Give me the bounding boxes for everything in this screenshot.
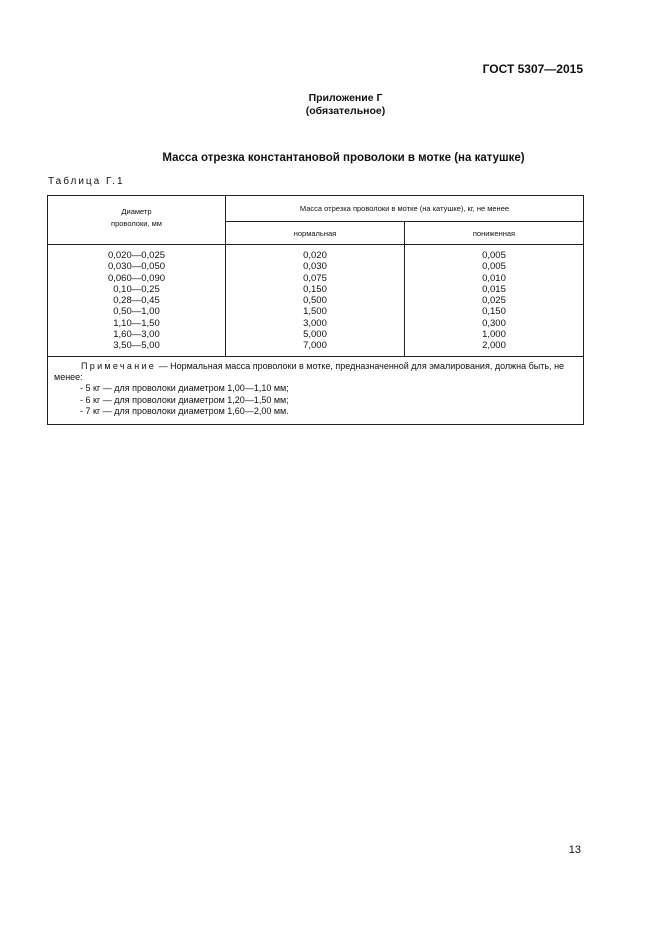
table-cell: 1,60—3,00 <box>113 329 160 341</box>
appendix-subtitle: (обязательное) <box>305 105 386 117</box>
table-cell: 5,000 <box>303 329 327 341</box>
table-cell: 2,000 <box>482 340 506 352</box>
appendix-title: Приложение Г <box>308 92 383 104</box>
note-item: - 5 кг — для проволоки диаметром 1,00—1,10 мм; <box>80 383 289 394</box>
table-cell: 3,000 <box>303 317 327 329</box>
wire-mass-table <box>47 195 584 425</box>
table-cell: 0,005 <box>482 250 506 261</box>
table-cell: 0,030 <box>303 261 327 273</box>
note-item: - 6 кг — для проволоки диаметром 1,20—1,50 мм; <box>80 394 289 405</box>
reduced-column <box>404 245 583 357</box>
page-number: 13 <box>568 844 581 856</box>
header-normal: нормальная <box>225 222 404 245</box>
table-cell: 0,020—0,025 <box>107 250 166 261</box>
table-cell: 0,020 <box>303 250 327 261</box>
normal-column <box>225 245 404 357</box>
header-reduced: пониженная <box>404 222 583 245</box>
note-label: Примечание <box>81 360 157 371</box>
appendix-heading <box>0 92 661 118</box>
table-cell: 0,015 <box>482 283 506 295</box>
table-cell: 0,010 <box>482 272 506 284</box>
table-cell: 1,000 <box>482 329 506 341</box>
header-diameter-line1: Диаметр <box>121 207 152 216</box>
note-paragraph <box>54 361 577 384</box>
section-title: Масса отрезка константановой проволоки в мотке (на катушке) <box>162 152 525 164</box>
table-cell: 0,28—0,45 <box>113 295 160 307</box>
table-cell: 0,500 <box>303 295 327 307</box>
header-mass: Масса отрезка проволоки в мотке (на катушке), кг, не менее <box>225 196 583 222</box>
table-cell: 0,300 <box>482 317 506 329</box>
table-cell: 0,150 <box>482 306 506 318</box>
table-cell: 3,50—5,00 <box>113 340 160 352</box>
table-caption: Таблица Г.1 <box>48 176 125 187</box>
table-cell: 1,10—1,50 <box>113 317 160 329</box>
table-cell: 0,025 <box>482 295 506 307</box>
table-cell: 0,10—0,25 <box>113 283 160 295</box>
document-code: ГОСТ 5307—2015 <box>482 62 583 76</box>
table-cell: 1,500 <box>303 306 327 318</box>
table-cell: 0,030—0,050 <box>107 261 166 273</box>
header-diameter-line2: проволоки, мм <box>111 219 162 228</box>
table-cell: 0,150 <box>303 283 327 295</box>
diameter-column <box>48 245 226 357</box>
table-cell: 0,005 <box>482 261 506 273</box>
table-cell: 0,075 <box>303 272 327 284</box>
table-cell: 7,000 <box>303 340 327 352</box>
table-note <box>48 356 584 424</box>
note-text: — Нормальная масса проволоки в мотке, предназначенной для эмалирования, должна быть, не менее: <box>54 360 565 383</box>
table-cell: 0,060—0,090 <box>107 272 166 284</box>
header-diameter <box>48 196 226 245</box>
table-cell: 0,50—1,00 <box>113 306 160 318</box>
note-item: - 7 кг — для проволоки диаметром 1,60—2,00 мм. <box>80 406 289 417</box>
